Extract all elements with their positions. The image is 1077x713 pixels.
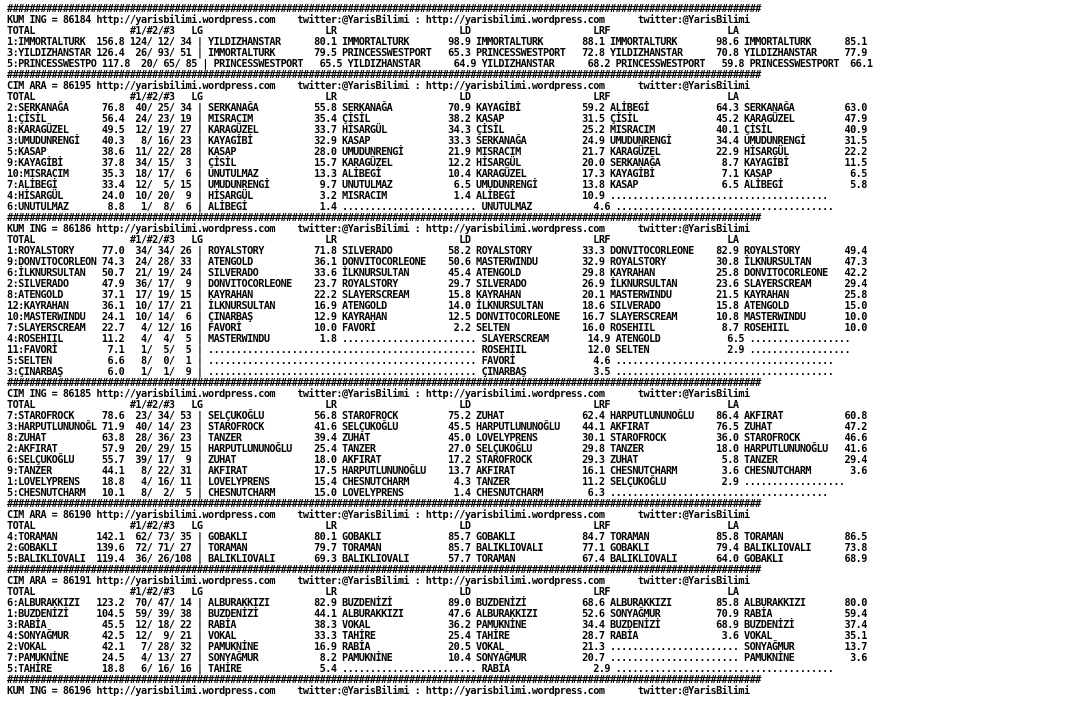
data-row: 2:GOBAKLI 139.6 72/ 71/ 27 | TORAMAN 79.7 TORAMAN 85.7 BALIKLIOVALI 77.1 GOBAKLI 79.4 BALIKLIOVALI 73.8	[7, 543, 867, 554]
race-header: KUM ING = 86186 http://yarisbilimi.wordpress.com twitter:@YarisBilimi : http://yarisbilimi.wordpress.com twitter:@YarisBilimi	[7, 224, 750, 235]
data-row: 3:RABİA 45.5 12/ 18/ 22 | RABİA 38.3 VOKAL 36.2 PAMUKNİNE 34.4 BUZDENİZİ 68.9 BUZDENİZİ 37.4	[7, 620, 867, 631]
data-row: 6:SELÇUKOĞLU 55.7 39/ 17/ 9 | ZUHAT 18.0 AKFIRAT 17.2 STAROFROCK 29.3 ZUHAT 5.8 TANZER 29.4	[7, 455, 867, 466]
data-row: 1:IMMORTALTURK 156.8 124/ 12/ 34 | YILDIZHANSTAR 80.1 IMMORTALTURK 98.9 IMMORTALTURK 88.1 IMMORTALTURK 98.6 IMMORTALTURK 85.1	[7, 37, 867, 48]
data-row: 5:KASAP 38.6 11/ 22/ 28 | KASAP 28.0 UMUDUNRENGİ 21.9 MISRACIM 21.7 KARAGÜZEL 22.9 HİSARGÜL 22.2	[7, 147, 867, 158]
data-row: 9:TANZER 44.1 8/ 22/ 31 | AKFIRAT 17.5 HARPUTLUNUNOĞLU 13.7 AKFIRAT 16.1 CHESNUTCHARM 3.6 CHESNUTCHARM 3.6	[7, 466, 867, 477]
data-row: 5:SELTEN 6.6 8/ 0/ 1 | ................................................ FAVORİ 4.6 .......................................	[7, 356, 834, 367]
separator-line: #######################################################################################################################################	[7, 499, 761, 510]
data-row: 8:ZUHAT 63.8 28/ 36/ 23 | TANZER 39.4 ZUHAT 45.0 LOVELYPRENS 30.1 STAROFROCK 36.0 STAROFROCK 46.6	[7, 433, 867, 444]
data-row: 1:ROYALSTORY 77.0 34/ 34/ 26 | ROYALSTORY 71.8 SILVERADO 58.2 ROYALSTORY 33.3 DONVITOCORLEONE 82.9 ROYALSTORY 49.4	[7, 246, 867, 257]
data-row: 9:KAYAGİBİ 37.8 34/ 15/ 3 | ÇİSİL 15.7 KARAGÜZEL 12.2 HİSARGÜL 20.0 SERKANAĞA 8.7 KAYAGİBİ 11.5	[7, 158, 867, 169]
data-row: 7:PAMUKNİNE 24.5 4/ 13/ 27 | SONYAĞMUR 8.2 PAMUKNİNE 10.4 SONYAĞMUR 20.7 ....................... PAMUKNİNE 3.6	[7, 653, 867, 664]
race-header: CIM ING = 86185 http://yarisbilimi.wordpress.com twitter:@YarisBilimi : http://yarisbilimi.wordpress.com twitter:@YarisBilimi	[7, 389, 750, 400]
column-header-row: TOTAL #1/#2/#3 LG LR LD LRF LA	[7, 92, 739, 103]
data-row: 1:ÇİSİL 56.4 24/ 23/ 19 | MISRACIM 35.4 ÇİSİL 38.2 KASAP 31.5 ÇİSİL 45.2 KARAGÜZEL 47.9	[7, 114, 867, 125]
column-header-row: TOTAL #1/#2/#3 LG LR LD LRF LA	[7, 235, 739, 246]
data-row: 2:SERKANAĞA 76.8 40/ 25/ 34 | SERKANAĞA 55.8 SERKANAĞA 70.9 KAYAGİBİ 59.2 ALİBEGİ 64.3 SERKANAĞA 63.0	[7, 103, 867, 114]
separator-line: #######################################################################################################################################	[7, 213, 761, 224]
race-header: CIM ARA = 86195 http://yarisbilimi.wordpress.com twitter:@YarisBilimi : http://yarisbilimi.wordpress.com twitter:@YarisBilimi	[7, 81, 750, 92]
data-row: 3:ÇINARBAŞ 6.0 1/ 1/ 9 | ................................................ ÇINARBAŞ 3.5 .......................................	[7, 367, 834, 378]
data-row: 7:ALİBEGİ 33.4 12/ 5/ 15 | UMUDUNRENGİ 9.7 UNUTULMAZ 6.5 UMUDUNRENGİ 13.8 KASAP 6.5 ALİBEGİ 5.8	[7, 180, 867, 191]
race-header: KUM ING = 86196 http://yarisbilimi.wordpress.com twitter:@YarisBilimi : http://yarisbilimi.wordpress.com twitter:@YarisBilimi	[7, 686, 750, 697]
data-row: 8:ATENGOLD 37.1 17/ 19/ 15 | KAYRAHAN 22.2 SLAYERSCREAM 15.8 KAYRAHAN 20.1 MASTERWINDU 21.5 KAYRAHAN 25.8	[7, 290, 867, 301]
column-header-row: TOTAL #1/#2/#3 LG LR LD LRF LA	[7, 521, 739, 532]
data-row: 8:KARAGÜZEL 49.5 12/ 19/ 27 | KARAGÜZEL 33.7 HİSARGÜL 34.3 ÇİSİL 25.2 MISRACIM 40.1 ÇİSİL 40.9	[7, 125, 867, 136]
data-row: 5:TAHİRE 18.8 6/ 16/ 16 | TAHİRE 5.4 ........................ RABİA 2.9 .......................................	[7, 664, 834, 675]
data-row: 2:VOKAL 42.1 7/ 28/ 32 | PAMUKNİNE 16.9 RABİA 20.5 VOKAL 21.3 ....................... SONYAĞMUR 13.7	[7, 642, 867, 653]
data-row: 9:DONVITOCORLEON 74.3 24/ 28/ 33 | ATENGOLD 36.1 DONVITOCORLEONE 50.6 MASTERWINDU 32.9 ROYALSTORY 30.8 İLKNURSULTAN 47.3	[7, 257, 867, 268]
column-header-row: TOTAL #1/#2/#3 LG LR LD LRF LA	[7, 26, 739, 37]
separator-line: #######################################################################################################################################	[7, 70, 761, 81]
data-row: 10:MASTERWINDU 24.1 10/ 14/ 6 | ÇINARBAŞ 12.9 KAYRAHAN 12.5 DONVITOCORLEONE 16.7 SLAYERSCREAM 10.8 MASTERWINDU 10.0	[7, 312, 867, 323]
data-row: 6:ALBURAKKIZI 123.2 70/ 47/ 14 | ALBURAKKIZI 82.9 BUZDENİZİ 89.0 BUZDENİZİ 68.6 ALBURAKKIZI 85.8 ALBURAKKIZI 80.0	[7, 598, 867, 609]
data-row: 2:AKFIRAT 57.9 20/ 29/ 15 | HARPUTLUNUNOĞLU 25.4 TANZER 27.0 SELÇUKOĞLU 29.8 TANZER 18.0 HARPUTLUNUNOĞLU 41.6	[7, 444, 867, 455]
column-header-row: TOTAL #1/#2/#3 LG LR LD LRF LA	[7, 587, 739, 598]
data-row: 4:HİSARGÜL 24.0 10/ 20/ 9 | HİSARGÜL 3.2 MISRACIM 1.4 ALİBEGİ 10.9 .......................................	[7, 191, 828, 202]
data-row: 1:LOVELYPRENS 18.8 4/ 16/ 11 | LOVELYPRENS 15.4 CHESNUTCHARM 4.3 TANZER 11.2 SELÇUKOĞLU 2.9 ..................	[7, 477, 845, 488]
data-row: 12:KAYRAHAN 36.1 10/ 17/ 21 | İLKNURSULTAN 16.9 ATENGOLD 14.0 İLKNURSULTAN 18.6 SILVERADO 15.8 ATENGOLD 15.0	[7, 301, 867, 312]
separator-line: #######################################################################################################################################	[7, 4, 761, 15]
race-header: CIM ARA = 86191 http://yarisbilimi.wordpress.com twitter:@YarisBilimi : http://yarisbilimi.wordpress.com twitter:@YarisBilimi	[7, 576, 750, 587]
data-row: 4:SONYAĞMUR 42.5 12/ 9/ 21 | VOKAL 33.3 TAHİRE 25.4 TAHİRE 28.7 RABİA 3.6 VOKAL 35.1	[7, 631, 867, 642]
data-row: 4:TORAMAN 142.1 62/ 73/ 35 | GOBAKLI 80.1 GOBAKLI 85.7 GOBAKLI 84.7 TORAMAN 85.8 TORAMAN 86.5	[7, 532, 867, 543]
data-row: 3:UMUDUNRENGİ 40.3 8/ 16/ 23 | KAYAGİBİ 32.9 KASAP 33.3 SERKANAĞA 24.9 UMUDUNRENGİ 34.4 UMUDUNRENGİ 31.5	[7, 136, 867, 147]
data-row: 5:BALIKLIOVALI 119.4 36/ 26/108 | BALIKLIOVALI 69.3 BALIKLIOVALI 57.7 TORAMAN 67.4 BALIKLIOVALI 64.0 GOBAKLI 68.9	[7, 554, 867, 565]
data-row: 4:ROSEHIIL 11.2 4/ 4/ 5 | MASTERWINDU 1.8 ........................ SLAYERSCREAM 14.9 ATENGOLD 6.5 ..................	[7, 334, 851, 345]
data-row: 10:MISRACIM 35.3 18/ 17/ 6 | UNUTULMAZ 13.3 ALİBEGİ 10.4 KARAGÜZEL 17.3 KAYAGİBİ 7.1 KASAP 6.5	[7, 169, 867, 180]
race-header: KUM ING = 86184 http://yarisbilimi.wordpress.com twitter:@YarisBilimi : http://yarisbilimi.wordpress.com twitter:@YarisBilimi	[7, 15, 750, 26]
data-row: 2:SILVERADO 47.9 36/ 17/ 9 | DONVITOCORLEONE 23.7 ROYALSTORY 29.7 SILVERADO 26.9 İLKNURSULTAN 23.6 SLAYERSCREAM 29.4	[7, 279, 867, 290]
data-row: 5:PRINCESSWESTPO 117.8 20/ 65/ 85 | PRINCESSWESTPORT 65.5 YILDIZHANSTAR 64.9 YILDIZHANSTAR 68.2 PRINCESSWESTPORT 59.8 PRINCESSWESTPORT 66.1	[7, 59, 873, 70]
data-row: 5:CHESNUTCHARM 10.1 8/ 2/ 5 | CHESNUTCHARM 15.0 LOVELYPRENS 1.4 CHESNUTCHARM 6.3 .......................................	[7, 488, 828, 499]
separator-line: #######################################################################################################################################	[7, 675, 761, 686]
data-row: 6:İLKNURSULTAN 50.7 21/ 19/ 24 | SILVERADO 33.6 İLKNURSULTAN 45.4 ATENGOLD 29.8 KAYRAHAN 25.8 DONVITOCORLEONE 42.2	[7, 268, 867, 279]
data-row: 11:FAVORİ 7.1 1/ 5/ 5 | ................................................ ROSEHIIL 12.0 SELTEN 2.9 ..................	[7, 345, 851, 356]
column-header-row: TOTAL #1/#2/#3 LG LR LD LRF LA	[7, 400, 739, 411]
separator-line: #######################################################################################################################################	[7, 378, 761, 389]
data-row: 6:UNUTULMAZ 8.8 1/ 8/ 6 | ALİBEGİ 1.4 ........................ UNUTULMAZ 4.6 .......................................	[7, 202, 834, 213]
data-row: 1:BUZDENİZİ 104.5 59/ 39/ 38 | BUZDENİZİ 44.1 ALBURAKKIZI 47.6 ALBURAKKIZI 52.6 SONYAĞMUR 70.9 RABİA 59.4	[7, 609, 867, 620]
data-row: 7:SLAYERSCREAM 22.7 4/ 12/ 16 | FAVORİ 10.0 FAVORİ 2.2 SELTEN 16.0 ROSEHIIL 8.7 ROSEHIIL 10.0	[7, 323, 867, 334]
separator-line: #######################################################################################################################################	[7, 565, 761, 576]
race-header: CIM ARA = 86190 http://yarisbilimi.wordpress.com twitter:@YarisBilimi : http://yarisbilimi.wordpress.com twitter:@YarisBilimi	[7, 510, 750, 521]
data-row: 3:HARPUTLUNUNOĞL 71.9 40/ 14/ 23 | STAROFROCK 41.6 SELÇUKOĞLU 45.5 HARPUTLUNUNOĞLU 44.1 AKFIRAT 76.5 ZUHAT 47.2	[7, 422, 867, 433]
data-row: 3:YILDIZHANSTAR 126.4 26/ 93/ 51 | IMMORTALTURK 79.5 PRINCESSWESTPORT 65.3 PRINCESSWESTPORT 72.8 YILDIZHANSTAR 70.8 YILDIZHANSTAR 77.9	[7, 48, 867, 59]
data-row: 7:STAROFROCK 78.6 23/ 34/ 53 | SELÇUKOĞLU 56.8 STAROFROCK 75.2 ZUHAT 62.4 HARPUTLUNUNOĞLU 86.4 AKFIRAT 60.8	[7, 411, 867, 422]
